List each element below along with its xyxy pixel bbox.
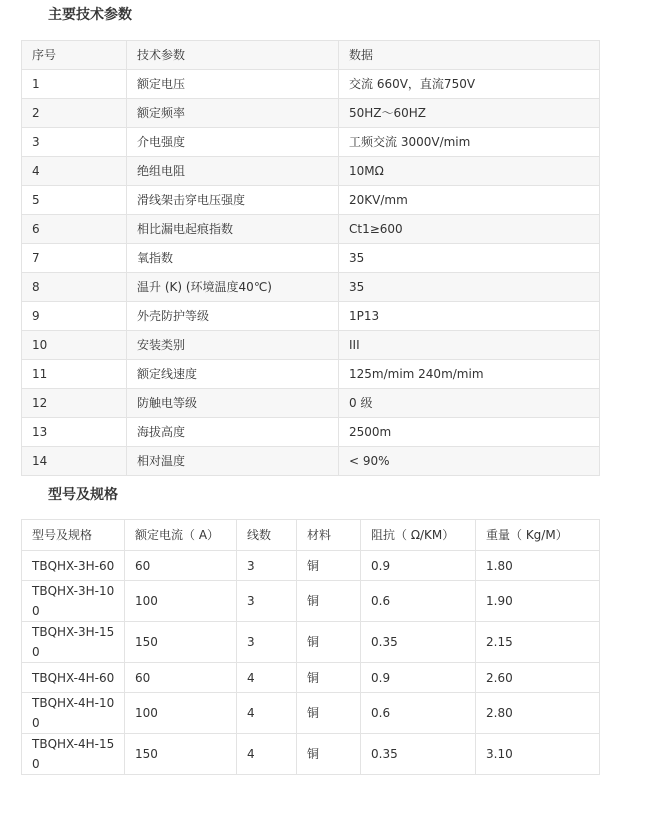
- table-cell: 12: [22, 389, 127, 418]
- table-row: [22, 693, 600, 734]
- table-cell: 4: [237, 663, 297, 693]
- table-cell: 海拔高度: [127, 418, 339, 447]
- table-cell: 外壳防护等级: [127, 302, 339, 331]
- table-cell: 8: [22, 273, 127, 302]
- table-row: [22, 215, 600, 244]
- table-cell: 100: [125, 581, 237, 622]
- table-row: [22, 663, 600, 693]
- table-cell: 额定频率: [127, 99, 339, 128]
- model-spec-title: 型号及规格: [48, 487, 118, 503]
- table-cell: 4: [237, 734, 297, 775]
- table-row: [22, 244, 600, 273]
- table-cell: III: [339, 331, 600, 360]
- table-cell: 125m/mim 240m/mim: [339, 360, 600, 389]
- table-cell: 13: [22, 418, 127, 447]
- table-row: [22, 186, 600, 215]
- table-cell: 60: [125, 663, 237, 693]
- table-row: [22, 551, 600, 581]
- table-cell: 0.35: [361, 734, 476, 775]
- table-cell: 氧指数: [127, 244, 339, 273]
- table-cell: 50HZ～60HZ: [339, 99, 600, 128]
- table-cell: 温升 (K) (环境温度40℃): [127, 273, 339, 302]
- header-cell: 重量（ Kg/M）: [476, 520, 600, 551]
- header-cell: 型号及规格: [22, 520, 125, 551]
- table-cell: 14: [22, 447, 127, 476]
- tech-table-header-row: [22, 41, 600, 70]
- table-row: [22, 157, 600, 186]
- table-cell: 防触电等级: [127, 389, 339, 418]
- table-cell: 3: [237, 581, 297, 622]
- table-row: [22, 581, 600, 622]
- table-cell: 2.80: [476, 693, 600, 734]
- table-cell: 150: [125, 622, 237, 663]
- header-cell: 额定电流（ A）: [125, 520, 237, 551]
- table-cell: 10MΩ: [339, 157, 600, 186]
- table-cell: 额定线速度: [127, 360, 339, 389]
- model-spec-table: [21, 519, 600, 775]
- table-cell: 0.6: [361, 581, 476, 622]
- table-cell: 20KV/mm: [339, 186, 600, 215]
- table-row: [22, 622, 600, 663]
- table-cell: 1.80: [476, 551, 600, 581]
- table-cell: TBQHX-4H-60: [22, 663, 125, 693]
- table-cell: 额定电压: [127, 70, 339, 99]
- table-row: [22, 734, 600, 775]
- table-cell: 5: [22, 186, 127, 215]
- table-cell: 2: [22, 99, 127, 128]
- table-row: [22, 331, 600, 360]
- table-cell: 安装类别: [127, 331, 339, 360]
- table-cell: 60: [125, 551, 237, 581]
- table-cell: 6: [22, 215, 127, 244]
- table-row: [22, 418, 600, 447]
- table-cell: < 90%: [339, 447, 600, 476]
- table-cell: 35: [339, 244, 600, 273]
- header-cell: 序号: [22, 41, 127, 70]
- table-cell: 35: [339, 273, 600, 302]
- tech-params-table: [21, 40, 600, 476]
- header-cell: 线数: [237, 520, 297, 551]
- table-cell: 4: [237, 693, 297, 734]
- table-cell: 3: [237, 551, 297, 581]
- table-cell: 绝组电阻: [127, 157, 339, 186]
- table-row: [22, 389, 600, 418]
- header-cell: 技术参数: [127, 41, 339, 70]
- table-cell: 铜: [297, 551, 361, 581]
- table-cell: 0.6: [361, 693, 476, 734]
- table-cell: 3: [237, 622, 297, 663]
- table-cell: 7: [22, 244, 127, 273]
- table-row: [22, 447, 600, 476]
- table-cell: 0.35: [361, 622, 476, 663]
- table-cell: 2500m: [339, 418, 600, 447]
- table-cell: 100: [125, 693, 237, 734]
- table-cell: TBQHX-4H-100: [22, 693, 125, 734]
- header-cell: 材料: [297, 520, 361, 551]
- table-cell: 3.10: [476, 734, 600, 775]
- table-cell: 铜: [297, 734, 361, 775]
- table-cell: 1: [22, 70, 127, 99]
- table-cell: 4: [22, 157, 127, 186]
- table-cell: TBQHX-3H-100: [22, 581, 125, 622]
- table-cell: 介电强度: [127, 128, 339, 157]
- table-cell: 0 级: [339, 389, 600, 418]
- table-cell: 11: [22, 360, 127, 389]
- table-cell: 铜: [297, 693, 361, 734]
- table-cell: TBQHX-4H-150: [22, 734, 125, 775]
- table-cell: 滑线架击穿电压强度: [127, 186, 339, 215]
- table-cell: TBQHX-3H-60: [22, 551, 125, 581]
- table-cell: 0.9: [361, 551, 476, 581]
- table-cell: 1.90: [476, 581, 600, 622]
- table-cell: 铜: [297, 622, 361, 663]
- table-cell: 0.9: [361, 663, 476, 693]
- table-cell: 铜: [297, 663, 361, 693]
- table-cell: 铜: [297, 581, 361, 622]
- table-cell: 3: [22, 128, 127, 157]
- table-row: [22, 273, 600, 302]
- table-cell: 相比漏电起痕指数: [127, 215, 339, 244]
- table-cell: 9: [22, 302, 127, 331]
- model-table-header-row: [22, 520, 600, 551]
- header-cell: 数据: [339, 41, 600, 70]
- table-row: [22, 360, 600, 389]
- header-cell: 阻抗（ Ω/KM）: [361, 520, 476, 551]
- table-row: [22, 302, 600, 331]
- table-cell: 交流 660V，直流750V: [339, 70, 600, 99]
- table-row: [22, 99, 600, 128]
- table-cell: 工频交流 3000V/mim: [339, 128, 600, 157]
- table-row: [22, 128, 600, 157]
- table-cell: 2.60: [476, 663, 600, 693]
- table-cell: 1P13: [339, 302, 600, 331]
- table-cell: 150: [125, 734, 237, 775]
- table-cell: Ct1≥600: [339, 215, 600, 244]
- table-cell: 相对温度: [127, 447, 339, 476]
- tech-params-title: 主要技术参数: [48, 7, 132, 23]
- table-cell: 10: [22, 331, 127, 360]
- table-cell: TBQHX-3H-150: [22, 622, 125, 663]
- table-cell: 2.15: [476, 622, 600, 663]
- table-row: [22, 70, 600, 99]
